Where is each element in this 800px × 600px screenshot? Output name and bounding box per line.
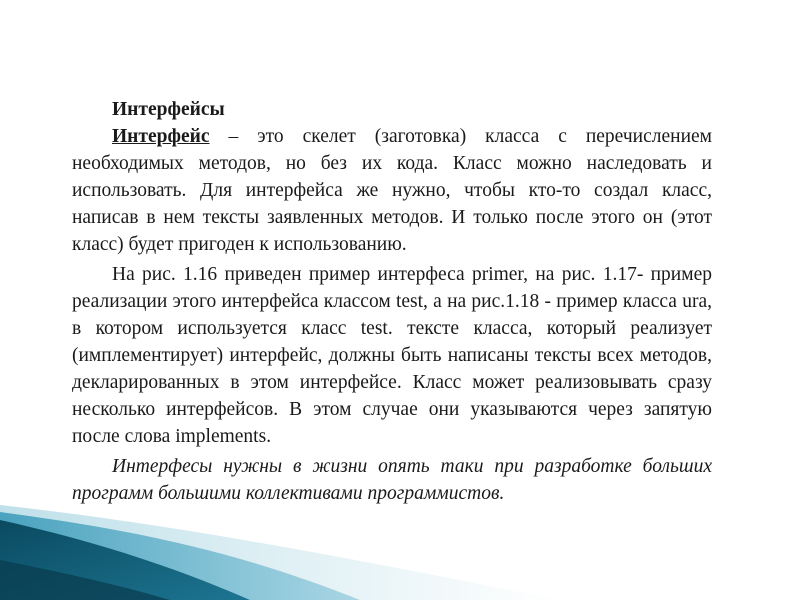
paragraph-conclusion: Интерфесы нужны в жизни опять таки при разработке больших программ большими коллективами программистов.: [72, 456, 712, 504]
paragraph-figures: На рис. 1.16 приведен пример интерфеса primer, на рис. 1.17- пример реализации этого интерфейса классом test, а на рис.1.18 - пример класса ura, в котором используется класс test. тексте класса, который реализует (имплементирует) интерфейс, должны быть написаны тексты всех методов, декларированных в этом интерфейсе. Класс может реализовывать сразу несколько интерфейсов. В этом случае они указываются через запятую после слова implements.: [72, 264, 712, 447]
term-interface: Интерфейс: [112, 126, 210, 147]
slide-heading: Интерфейсы: [112, 99, 225, 120]
paragraph-definition: [72, 123, 712, 258]
definition-text: – это скелет (заготовка) класса с перечислением необходимых методов, но без их кода. Класс можно наследовать и использовать. Для интерфейса же нужно, чтобы кто-то создал класс, написав в нем тексты заявленных методов. И только после этого он (этот класс) будет пригоден к использованию.: [72, 126, 712, 255]
slide-body: [72, 96, 712, 510]
